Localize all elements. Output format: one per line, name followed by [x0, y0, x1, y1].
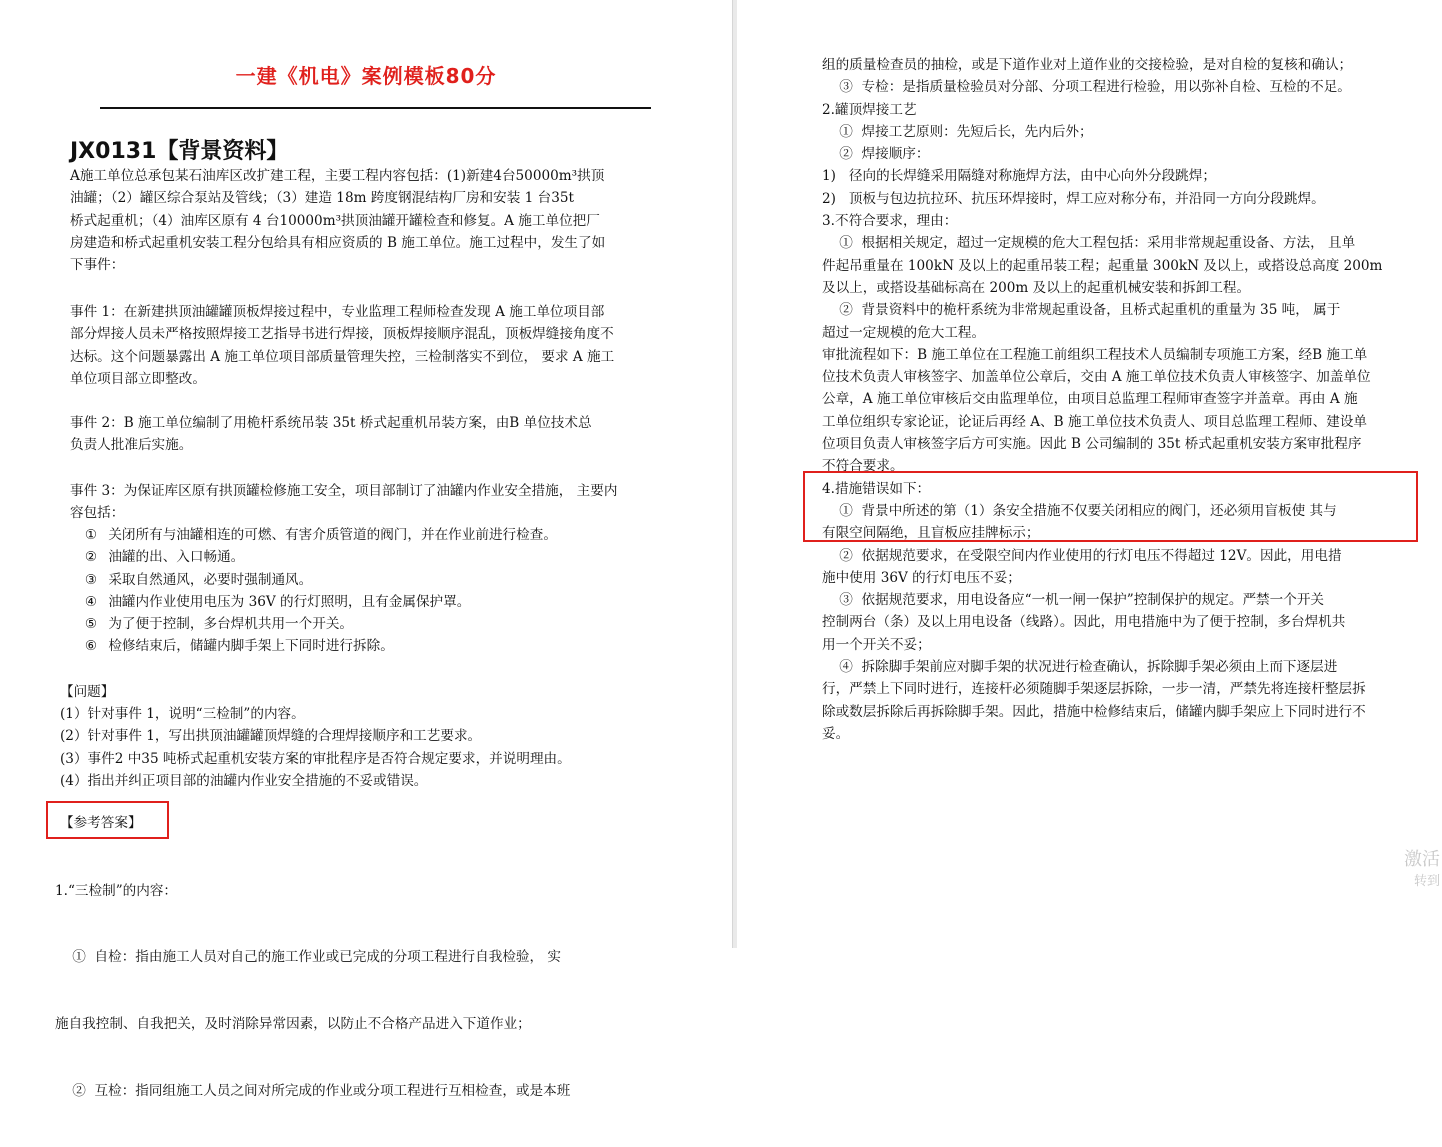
questions-list	[60, 703, 571, 792]
title-rule	[100, 107, 651, 109]
list-item: ② 油罐的出、入口畅通。	[84, 549, 245, 566]
text-line: ① 自检：指由施工人员对自己的施工作业或已完成的分项工程进行自我检验， 实	[55, 949, 562, 966]
list-item: ① 关闭所有与油罐相连的可燃、有害介质管道的阀门，并在作业前进行检查。	[84, 527, 557, 543]
text-line: 事件 2：B 施工单位编制了用桅杆系统吊装 35t 桥式起重机吊装方案，由B 单位技术总	[70, 415, 592, 431]
text-line: 2) 顶板与包边抗拉环、抗压环焊接时，焊工应对称分布，并沿同一方向分段跳焊。	[822, 190, 1325, 207]
text-line: 事件 1：在新建拱顶油罐罐顶板焊接过程中，专业监理工程师检查发现 A 施工单位项目部	[70, 304, 605, 320]
text-line: 桥式起重机；（4）油库区原有 4 台10000m³拱顶油罐开罐检查和修复。A 施工单位把厂	[70, 212, 600, 229]
text-line: ② 焊接顺序：	[822, 146, 930, 163]
text-line: A施工单位总承包某石油库区改扩建工程，主要工程内容包括：(1)新建4台50000m³拱顶	[70, 168, 605, 184]
text-line: 审批流程如下：B 施工单位在工程施工前组织工程技术人员编制专项施工方案，经B 施工单	[822, 346, 1368, 363]
text-line: 1) 径向的长焊缝采用隔缝对称施焊方法，由中心向外分段跳焊；	[822, 168, 1216, 185]
text-line: 位技术负责人审核签字、加盖单位公章后，交由 A 施工单位技术负责人审核签字、加盖单位	[822, 369, 1371, 386]
text-line: 位项目负责人审核签字后方可实施。因此 B 公司编制的 35t 桥式起重机安装方案审批程序	[822, 436, 1362, 453]
text-line: 控制两台（条）及以上用电设备（线路）。因此，用电措施中为了便于控制，多台焊机共	[822, 614, 1346, 631]
text-line: 件起吊重量在 100kN 及以上的起重吊装工程；起重量 300kN 及以上，或搭设总高度 200m	[822, 257, 1383, 274]
text-line: 4.措施错误如下：	[822, 480, 931, 497]
list-item: ⑥ 检修结束后，储罐内脚手架上下同时进行拆除。	[84, 638, 394, 655]
list-item: ③ 采取自然通风，必要时强制通风。	[84, 571, 313, 588]
question-item: (2）针对事件 1，写出拱顶油罐罐顶焊缝的合理焊接顺序和工艺要求。	[60, 728, 482, 745]
text-line: 2.罐顶焊接工艺	[822, 101, 917, 118]
text-line: 除或数层拆除后再拆除脚手架。因此，措施中检修结束后，储罐内脚手架应上下同时进行不	[822, 703, 1366, 720]
list-item: ④ 油罐内作业使用电压为 36V 的行灯照明，且有金属保护罩。	[84, 593, 471, 610]
text-line: 不符合要求。	[822, 458, 904, 475]
text-line: 1.“三检制”的内容：	[55, 882, 178, 899]
text-line: ② 互检：指同组施工人员之间对所完成的作业或分项工程进行互相检查，或是本班	[55, 1083, 571, 1100]
event2-paragraph	[70, 412, 592, 457]
activation-watermark: 激活	[1404, 849, 1440, 870]
text-line: 行，严禁上下同时进行，连接杆必须随脚手架逐层拆除，一步一清，严禁先将连接杆整层拆	[822, 681, 1366, 698]
text-line: 达标。这个问题暴露出 A 施工单位项目部质量管理失控，三检制落实不到位， 要求 A 施工	[70, 348, 615, 365]
text-line: ② 依据规范要求，在受限空间内作业使用的行灯电压不得超过 12V。因此，用电措	[822, 547, 1342, 564]
text-line: ③ 专检：是指质量检验员对分部、分项工程进行检验，用以弥补自检、互检的不足。	[822, 79, 1351, 96]
right-page-text	[822, 54, 1382, 745]
text-line: 负责人批准后实施。	[70, 437, 193, 454]
text-line: 施中使用 36V 的行灯电压不妥；	[822, 569, 1021, 586]
activation-watermark-sub: 转到	[1413, 874, 1440, 889]
text-line: ② 背景资料中的桅杆系统为非常规起重设备，且桥式起重机的重量为 35 吨， 属于	[822, 302, 1341, 319]
text-line: 及以上，或搭设基础标高在 200m 及以上的起重机械安装和拆卸工程。	[822, 279, 1251, 296]
text-line: 用一个开关不妥；	[822, 636, 931, 653]
document-title: 一建《机电》案例模板80分	[235, 64, 497, 88]
section-heading: JX0131【背景资料】	[70, 139, 289, 164]
text-line: 房建造和桥式起重机安装工程分包给具有相应资质的 B 施工单位。施工过程中，发生了如	[70, 234, 606, 251]
text-line: 工单位组织专家论证，论证后再经 A、B 施工单位技术负责人、项目总监理工程师、建设单	[822, 413, 1368, 430]
text-line: ③ 依据规范要求，用电设备应“一机一闸一保护”控制保护的规定。严禁一个开关	[822, 592, 1325, 609]
event3-paragraph	[70, 480, 617, 525]
question-item: (1）针对事件 1，说明“三检制”的内容。	[60, 706, 305, 722]
text-line: 油罐；（2）罐区综合泵站及管线；（3）建造 18m 跨度钢混结构厂房和安装 1 台35t	[70, 190, 574, 207]
text-line: 超过一定规模的危大工程。	[822, 324, 986, 341]
text-line: 单位项目部立即整改。	[70, 370, 206, 387]
question-item: (4）指出并纠正项目部的油罐内作业安全措施的不妥或错误。	[60, 772, 428, 789]
event3-measure-list	[78, 524, 557, 658]
text-line: 有限空间隔绝，且盲板应挂牌标示；	[822, 525, 1040, 542]
event1-paragraph	[70, 301, 614, 390]
questions-heading: 【问题】	[60, 684, 115, 700]
answer1-paragraph	[55, 835, 570, 1147]
left-page	[0, 0, 732, 1100]
text-line: 3.不符合要求，理由：	[822, 213, 958, 230]
question-item: (3）事件2 中35 吨桥式起重机安装方案的审批程序是否符合规定要求，并说明理由。	[60, 750, 571, 767]
right-page	[737, 0, 1442, 948]
text-line: 施自我控制、自我把关，及时消除异常因素，以防止不合格产品进入下道作业；	[55, 1016, 531, 1033]
answers-heading: 【参考答案】	[60, 815, 142, 831]
text-line: 部分焊接人员未严格按照焊接工艺指导书进行焊接，顶板焊接顺序混乱，顶板焊缝接角度不	[70, 326, 614, 343]
text-line: 公章，A 施工单位审核后交由监理单位，由项目总监理工程师审查签字并盖章。再由 A 施	[822, 391, 1358, 408]
text-line: 容包括：	[70, 505, 125, 522]
text-line: ① 根据相关规定，超过一定规模的危大工程包括：采用非常规起重设备、方法， 且单	[822, 235, 1356, 252]
text-line: ④ 拆除脚手架前应对脚手架的状况进行检查确认，拆除脚手架必须由上而下逐层进	[822, 659, 1338, 676]
list-item: ⑤ 为了便于控制，多台焊机共用一个开关。	[84, 616, 354, 633]
text-line: 事件 3：为保证库区原有拱顶罐检修施工安全，项目部制订了油罐内作业安全措施， 主要内	[70, 483, 618, 499]
text-line: 妥。	[822, 725, 850, 742]
background-paragraph	[70, 165, 605, 276]
text-line: 下事件：	[70, 257, 125, 274]
text-line: ① 背景中所述的第（1）条安全措施不仅要关闭相应的阀门，还必须用盲板使 其与	[822, 502, 1337, 519]
text-line: 组的质量检查员的抽检，或是下道作业对上道作业的交接检验，是对自检的复核和确认；	[822, 57, 1353, 73]
text-line: ① 焊接工艺原则：先短后长，先内后外；	[822, 123, 1093, 140]
